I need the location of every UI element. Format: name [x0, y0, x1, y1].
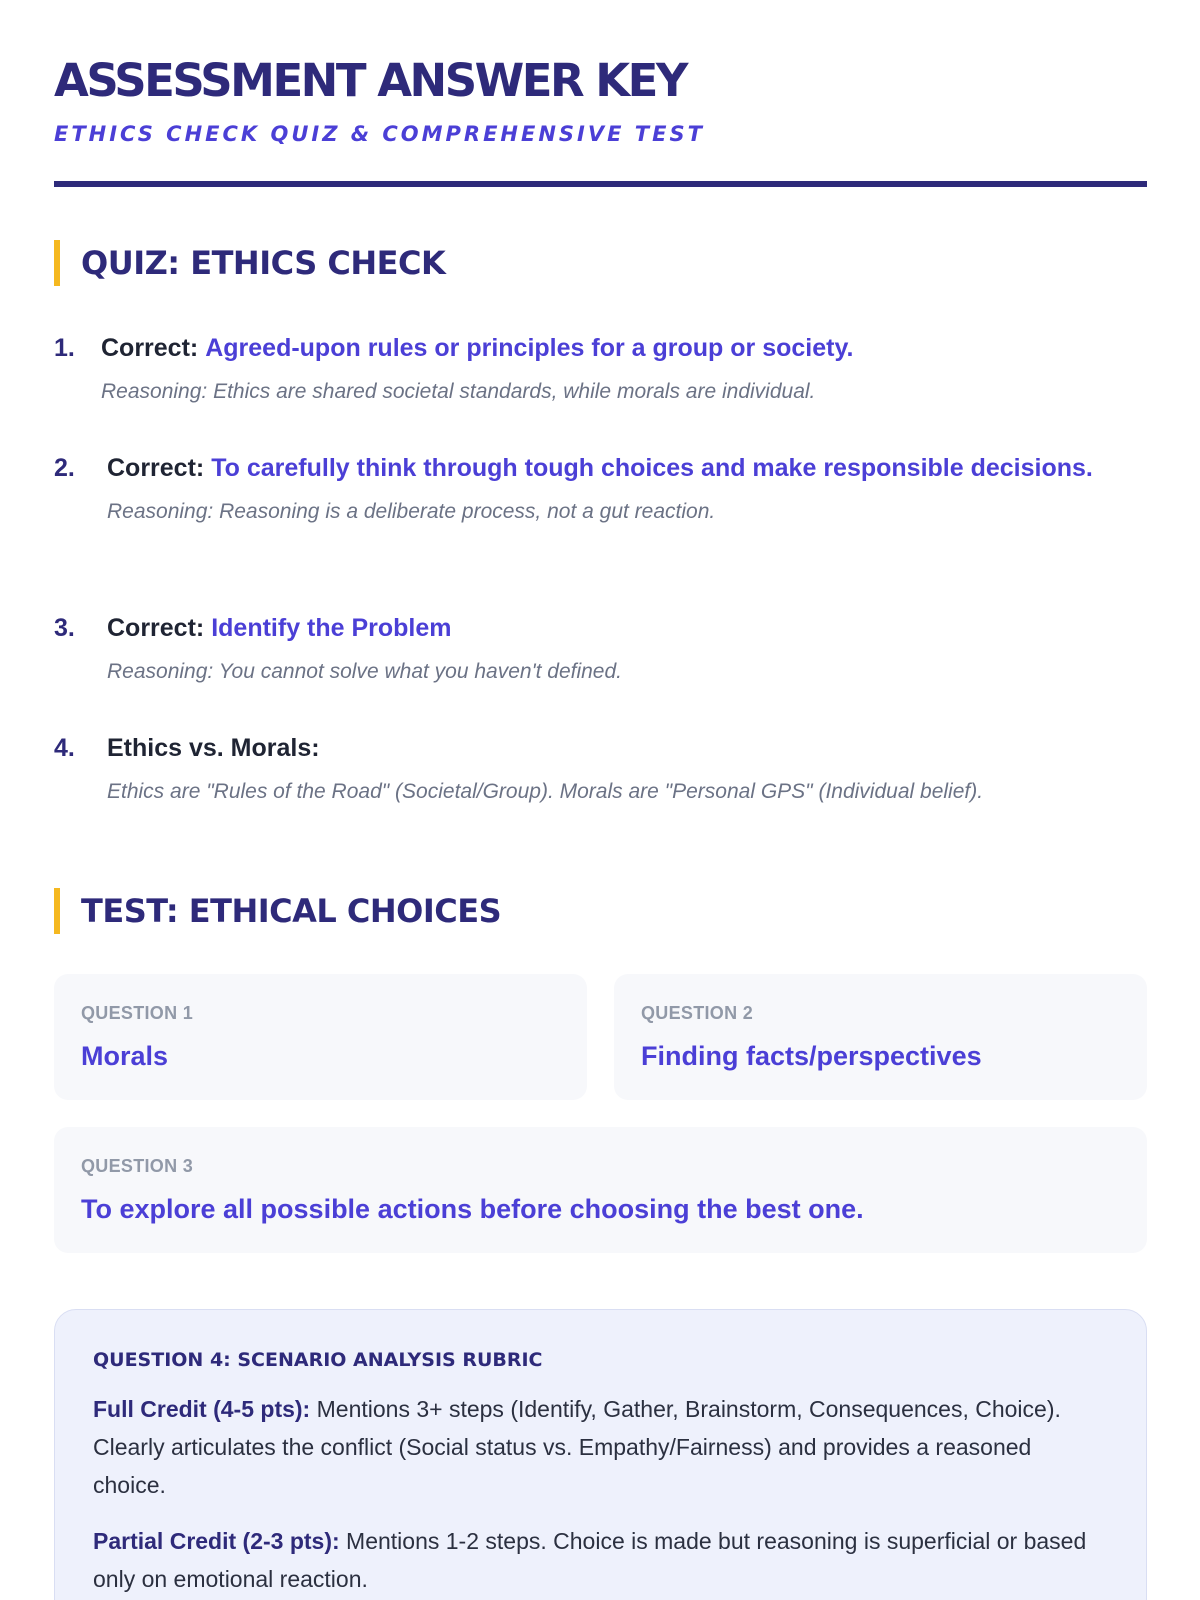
title-divider: [54, 181, 1147, 187]
page-title: ASSESSMENT ANSWER KEY: [54, 54, 686, 107]
quiz-item-answer: To carefully think through tough choices and make responsible decisions.: [211, 454, 1093, 482]
answer-card-question-3: [54, 1127, 1147, 1253]
rubric-partial-credit: [93, 1522, 1108, 1598]
quiz-item-reasoning: Reasoning: You cannot solve what you haven't defined.: [107, 660, 622, 683]
rubric-title: QUESTION 4: SCENARIO ANALYSIS RUBRIC: [93, 1349, 543, 1371]
quiz-item-label: Correct:: [107, 614, 205, 642]
answer-card-question-2: [614, 974, 1147, 1100]
quiz-item-label: Correct:: [101, 334, 199, 362]
card-question-label: QUESTION 2: [641, 1003, 754, 1023]
quiz-item-answer: Agreed-upon rules or principles for a group or society.: [205, 334, 854, 362]
quiz-item-number: 1.: [54, 334, 75, 362]
test-heading-text: TEST: ETHICAL CHOICES: [81, 892, 502, 930]
test-section-heading: [54, 888, 501, 934]
card-answer: To explore all possible actions before choosing the best one.: [81, 1194, 864, 1224]
card-question-label: QUESTION 3: [81, 1156, 194, 1176]
rubric-full-credit: [93, 1390, 1108, 1504]
scenario-rubric-box: [54, 1309, 1147, 1600]
quiz-heading-text: QUIZ: ETHICS CHECK: [81, 244, 446, 282]
card-answer: Finding facts/perspectives: [641, 1041, 982, 1071]
quiz-item-number: 4.: [54, 734, 75, 762]
rubric-partial-credit-label: Partial Credit (2-3 pts):: [93, 1528, 340, 1554]
quiz-item-number: 2.: [54, 454, 75, 482]
quiz-item-label: Correct:: [107, 454, 205, 482]
page-subtitle: ETHICS CHECK QUIZ & COMPREHENSIVE TEST: [54, 122, 705, 146]
quiz-item-label: Ethics vs. Morals:: [107, 734, 320, 762]
quiz-item-reasoning: Reasoning: Reasoning is a deliberate process, not a gut reaction.: [107, 500, 716, 523]
rubric-full-credit-label: Full Credit (4-5 pts):: [93, 1396, 311, 1422]
quiz-item-answer: Identify the Problem: [211, 614, 452, 642]
quiz-section-heading: [54, 240, 445, 286]
quiz-item-reasoning: Ethics are "Rules of the Road" (Societal/Group). Morals are "Personal GPS" (Individual belief).: [107, 780, 984, 803]
rubric-full-credit-text: Mentions 3+ steps (Identify, Gather, Brainstorm, Consequences, Choice). Clearly articulates the conflict (Social status vs. Empathy/Fairness) and provides a reasoned choice.: [93, 1396, 1061, 1498]
quiz-item-reasoning: Reasoning: Ethics are shared societal standards, while morals are individual.: [101, 380, 816, 403]
rubric-partial-credit-text: Mentions 1-2 steps. Choice is made but reasoning is superficial or based only on emotional reaction.: [93, 1528, 1087, 1592]
card-question-label: QUESTION 1: [81, 1003, 194, 1023]
answer-card-question-1: [54, 974, 587, 1100]
quiz-item-number: 3.: [54, 614, 75, 642]
card-answer: Morals: [81, 1041, 169, 1071]
